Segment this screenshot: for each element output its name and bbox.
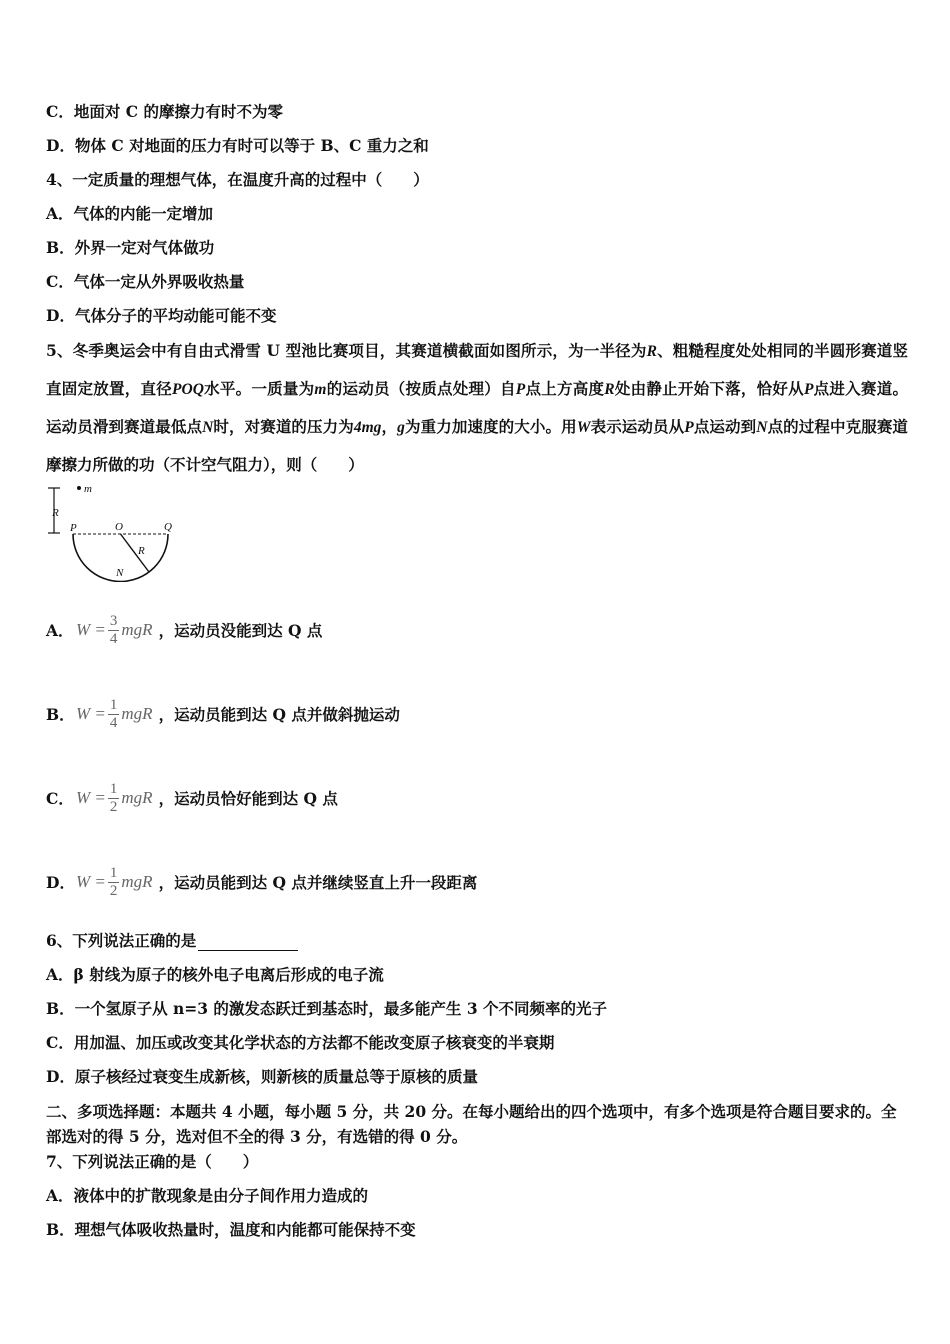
answer-blank	[198, 934, 298, 951]
label-q: Q	[164, 521, 172, 533]
label-n: N	[116, 567, 124, 579]
q7-option-b: B．理想气体吸收热量时，温度和内能都可能保持不变	[46, 1220, 416, 1239]
q3-option-c: C．地面对 C 的摩擦力有时不为零	[46, 102, 283, 121]
q5-option-d: D． W = $\frac{1}{2}$ mgR ，运动员能到达 Q 点并继续竖直上升一段距离	[46, 864, 478, 899]
q5-stem: 5、冬季奥运会中有自由式滑雪 U 型池比赛项目，其赛道横截面如图所示，为一半径为R、粗糙程度处处相同的半圆形赛道竖直固定放置，直径POQ水平。一质量为m的运动员（按质点处理）自P点上方高度R处由静止开始下落，恰好从P点进入赛道。运动员滑到赛道最低点N时，对赛道的压力为4mg，g为重力加速度的大小。用W表示运动员从P点运动到N点的过程中克服赛道摩擦力所做的功（不计空气阻力），则（ ）	[46, 341, 908, 474]
q6-stem: 6、下列说法正确的是	[46, 931, 298, 951]
q4-option-c: C．气体一定从外界吸收热量	[46, 272, 245, 291]
q3-option-d: D．物体 C 对地面的压力有时可以等于 B、C 重力之和	[46, 136, 429, 155]
q7-stem: 7、下列说法正确的是（ ）	[46, 1152, 259, 1171]
half-pipe-figure	[46, 482, 186, 582]
label-p: P	[70, 522, 77, 534]
q5-option-c: C． W = $\frac{1}{2}$ mgR ，运动员恰好能到达 Q 点	[46, 780, 338, 815]
label-m: m	[84, 483, 92, 495]
label-o: O	[115, 521, 123, 533]
formula-b: W = $\frac{1}{4}$ mgR	[76, 696, 153, 731]
q4-option-a: A．气体的内能一定增加	[46, 204, 214, 223]
q4-stem: 4、一定质量的理想气体，在温度升高的过程中（ ）	[46, 170, 429, 189]
q6-option-a: A．β 射线为原子的核外电子电离后形成的电子流	[46, 965, 384, 984]
label-r-radius: R	[138, 545, 145, 557]
q7-option-a: A．液体中的扩散现象是由分子间作用力造成的	[46, 1186, 369, 1205]
formula-a: W = $\frac{3}{4}$ mgR	[76, 612, 153, 647]
formula-c: W = $\frac{1}{2}$ mgR	[76, 780, 153, 815]
q6-option-d: D．原子核经过衰变生成新核，则新核的质量总等于原核的质量	[46, 1067, 478, 1086]
q4-option-d: D．气体分子的平均动能可能不变	[46, 306, 277, 325]
section2-heading: 二、多项选择题：本题共 4 小题，每小题 5 分，共 20 分。在每小题给出的四个选项中，有多个选项是符合题目要求的。全部选对的得 5 分，选对但不全的得 3 分，有选错的得 0 分。	[46, 1102, 897, 1146]
q4-option-b: B．外界一定对气体做功	[46, 238, 215, 257]
q5-option-b: B． W = $\frac{1}{4}$ mgR ，运动员能到达 Q 点并做斜抛运动	[46, 696, 400, 731]
q5-option-a: A． W = $\frac{3}{4}$ mgR ，运动员没能到达 Q 点	[46, 612, 323, 647]
label-r-height: R	[52, 507, 59, 519]
q6-option-c: C．用加温、加压或改变其化学状态的方法都不能改变原子核衰变的半衰期	[46, 1033, 555, 1052]
formula-d: W = $\frac{1}{2}$ mgR	[76, 864, 153, 899]
q6-option-b: B．一个氢原子从 n=3 的激发态跃迁到基态时，最多能产生 3 个不同频率的光子	[46, 999, 608, 1018]
